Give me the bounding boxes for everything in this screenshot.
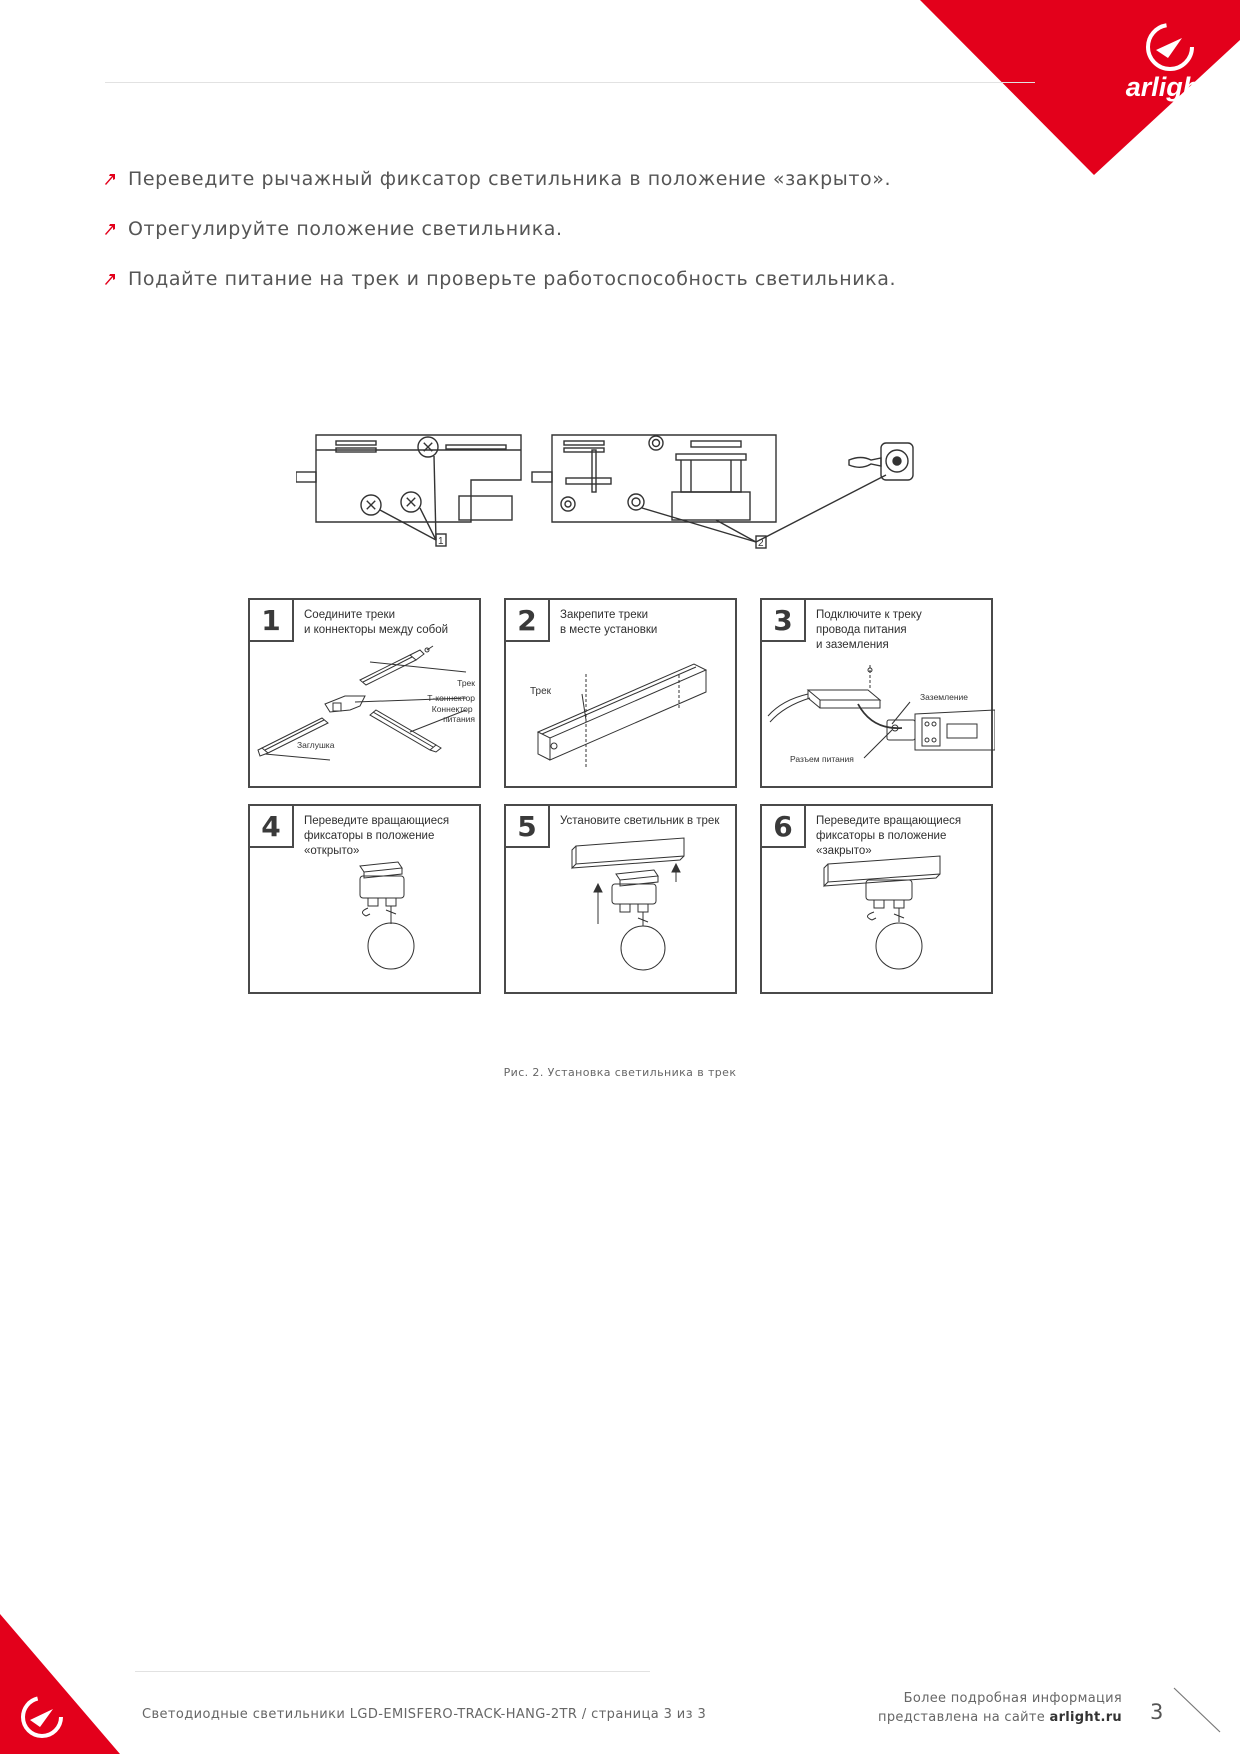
label-track: Трек [457,678,475,688]
callout-1: 1 [438,536,444,547]
adapter-technical-drawing [296,420,976,560]
bullet-text: Отрегулируйте положение светильника. [128,218,563,240]
step-instruction: Переведите вращающиеся фиксаторы в положение «открыто» [304,815,450,857]
red-arrow-bullet-icon [104,173,116,185]
step-instruction: Подключите к треку провода питания и заземления [816,609,922,651]
label-ground: Заземление [920,692,968,702]
step-panel-1 [248,598,481,788]
step-number-box [762,600,806,642]
callout-2: 2 [758,538,764,549]
list-item [104,204,1004,254]
step-number-box [762,806,806,848]
step-panel-2 [504,598,737,788]
step-number-box [506,600,550,642]
red-arrow-bullet-icon [104,223,116,235]
step-instruction: Соедините треки и коннекторы между собой [304,609,449,636]
adapter-front-view [532,435,913,549]
label-end-cap: Заглушка [297,740,335,750]
step-number: 2 [517,603,537,637]
step-instruction: Переведите вращающиеся фиксаторы в положение «закрыто» [816,815,962,857]
logo-text: arlight [1125,72,1209,102]
step-number: 5 [517,809,537,843]
page-slash-decoration [1172,1686,1222,1734]
step-number-box [506,806,550,848]
footer-divider [135,1671,650,1672]
footer-info-line2 [878,1708,1122,1727]
bullet-text: Подайте питание на трек и проверьте работоспособность светильника. [128,268,897,290]
footer-info [878,1689,1122,1727]
step-panel-5 [504,804,737,994]
step-instruction: Установите светильник в трек [560,815,720,827]
step-panel-3 [760,598,993,788]
installation-figure [240,420,1000,1020]
list-item [104,254,1004,304]
step-number: 3 [773,603,793,637]
step-number: 6 [773,809,793,843]
adapter-side-view [296,435,521,547]
step-instruction: Закрепите треки в месте установки [560,609,658,636]
figure-caption: Рис. 2. Установка светильника в трек [503,1066,737,1079]
step-panel-4 [248,804,481,994]
step-number: 4 [261,809,281,843]
step-number-box [250,806,294,848]
label-power-socket: Разъем питания [790,754,854,764]
footer-document-title: Светодиодные светильники LGD-EMISFERO-TRACK-HANG-2TR / страница 3 из 3 [142,1707,707,1722]
label-track: Трек [530,686,552,697]
brand-corner-top [920,0,1240,175]
footer-info-line1: Более подробная информация [903,1691,1122,1706]
label-power-connector-1: Коннектор [431,704,473,714]
page-number: 3 [1150,1700,1164,1724]
brand-corner-bottom [0,1614,120,1754]
step-panel-6 [760,804,993,994]
step-number: 1 [261,603,281,637]
label-power-connector-2: питания [443,714,475,724]
list-item [104,154,1004,204]
bullet-text: Переведите рычажный фиксатор светильника в положение «закрыто». [128,168,892,190]
footer-site-link[interactable]: arlight.ru [1049,1710,1122,1725]
label-t-connector: Т-коннектор [427,693,475,703]
instruction-list [104,154,1004,304]
header-divider [105,82,1035,83]
step-number-box [250,600,294,642]
footer-info-prefix: представлена на сайте [878,1710,1050,1725]
red-arrow-bullet-icon [104,273,116,285]
